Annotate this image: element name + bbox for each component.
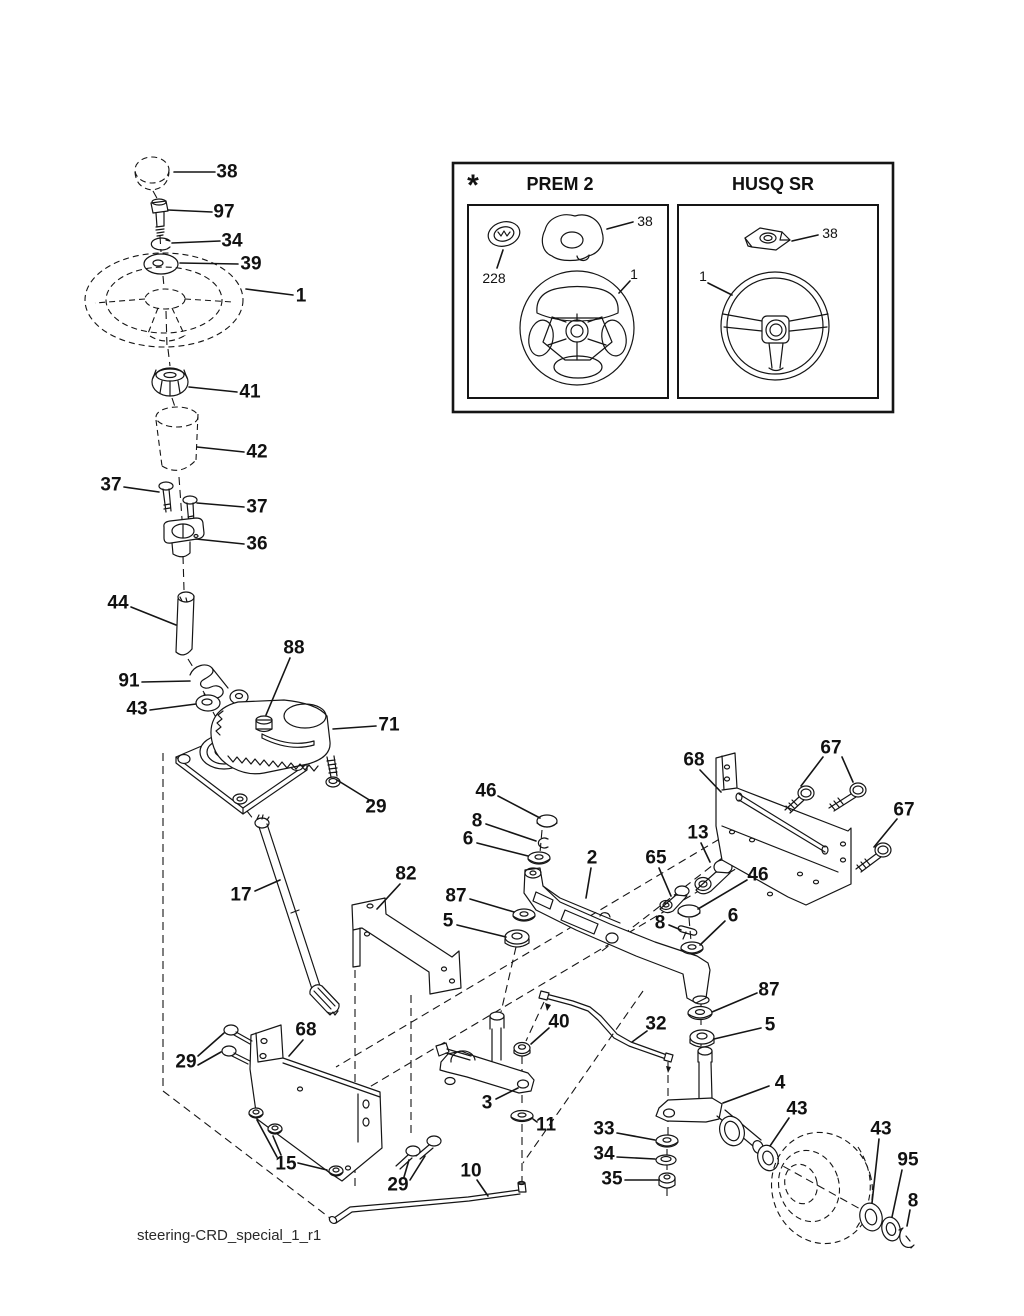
leader-line xyxy=(168,210,212,212)
callout-1 xyxy=(619,266,638,293)
part-number-label: 88 xyxy=(283,637,305,659)
callout-43 xyxy=(770,1099,808,1147)
part-number-label: 38 xyxy=(216,161,238,183)
leader-line xyxy=(607,222,633,229)
callout-38 xyxy=(792,225,838,241)
callout-34 xyxy=(593,1144,655,1165)
variant-box xyxy=(453,163,893,412)
part-number-label: 4 xyxy=(774,1072,786,1094)
leader-line xyxy=(801,757,823,786)
part-number-label: 43 xyxy=(870,1118,892,1140)
part-spacer-13 xyxy=(695,860,732,894)
leader-line xyxy=(470,899,514,912)
part-number-label: 38 xyxy=(822,225,838,241)
part-number-label: 87 xyxy=(445,885,467,907)
leader-line xyxy=(197,503,244,507)
leader-line xyxy=(498,796,540,818)
part-number-label: 29 xyxy=(365,796,387,818)
callout-5 xyxy=(443,911,506,938)
callout-41 xyxy=(189,382,261,403)
callout-4 xyxy=(723,1073,786,1104)
leader-line xyxy=(477,843,528,856)
callout-10 xyxy=(460,1161,488,1197)
leader-line xyxy=(142,681,190,682)
part-number-label: 37 xyxy=(100,474,122,496)
part-number-label: 35 xyxy=(601,1168,623,1190)
part-number-label: 1 xyxy=(295,285,307,307)
callout-67 xyxy=(801,738,853,787)
callout-36 xyxy=(196,534,268,555)
callout-6 xyxy=(700,906,738,946)
part-keycap-38 xyxy=(135,157,169,190)
part-number-label: 29 xyxy=(175,1051,197,1073)
leader-line xyxy=(723,1086,769,1103)
part-number-label: 65 xyxy=(645,847,667,869)
leader-line xyxy=(619,281,630,293)
part-number-label: 11 xyxy=(535,1114,557,1136)
callout-68 xyxy=(289,1020,317,1057)
leader-line xyxy=(659,868,671,896)
part-wheel-husqsr xyxy=(721,272,829,380)
part-number-label: 1 xyxy=(630,266,638,282)
leader-line xyxy=(196,539,244,544)
part-number-label: 17 xyxy=(230,884,252,906)
leader-line xyxy=(189,387,237,392)
part-number-label: 34 xyxy=(221,230,243,252)
part-number-label: 67 xyxy=(820,737,842,759)
callout-29 xyxy=(387,1156,425,1196)
part-number-label: 34 xyxy=(593,1143,615,1165)
callout-6 xyxy=(463,829,528,857)
leader-line xyxy=(714,1028,761,1039)
part-number-label: 46 xyxy=(747,864,769,886)
callout-33 xyxy=(593,1119,655,1141)
leader-line xyxy=(197,447,244,452)
leader-line xyxy=(410,1156,425,1180)
part-number-label: 44 xyxy=(107,592,129,614)
part-number-label: 5 xyxy=(442,910,454,932)
part-number-label: 95 xyxy=(897,1149,919,1171)
callout-38 xyxy=(174,162,238,183)
part-screw-29-left-b xyxy=(222,1046,250,1064)
part-number-label: 5 xyxy=(764,1014,776,1036)
callout-43 xyxy=(126,699,196,720)
callout-35 xyxy=(601,1169,658,1190)
part-number-label: 43 xyxy=(786,1098,808,1120)
leader-line xyxy=(497,250,503,268)
part-knob-nut-41 xyxy=(152,368,188,396)
part-number-label: 38 xyxy=(637,213,653,229)
part-bolt-67-b xyxy=(829,783,866,811)
part-number-label: 71 xyxy=(378,714,400,736)
leader-line xyxy=(708,283,732,295)
leader-line xyxy=(333,726,376,729)
leader-line xyxy=(872,1139,879,1203)
part-washer-33 xyxy=(656,1135,678,1147)
part-nut-35 xyxy=(659,1173,675,1188)
variant-title-prem2: PREM 2 xyxy=(526,174,594,194)
part-shaft-extension-44 xyxy=(176,592,194,655)
part-screw-37-left xyxy=(159,482,173,512)
leader-line xyxy=(770,1118,789,1146)
part-bushing-5-right xyxy=(690,1030,714,1047)
part-number-label: 3 xyxy=(481,1092,493,1114)
callout-37 xyxy=(197,497,268,518)
callout-3 xyxy=(482,1088,518,1114)
part-number-label: 33 xyxy=(593,1118,615,1140)
part-number-label: 42 xyxy=(246,441,268,463)
part-number-label: 6 xyxy=(727,905,739,927)
part-number-label: 10 xyxy=(460,1160,482,1182)
callout-2 xyxy=(586,848,597,899)
callout-8 xyxy=(472,811,536,842)
variant-panel-husqsr xyxy=(678,205,878,398)
part-number-label: 68 xyxy=(683,749,705,771)
callout-11 xyxy=(533,1115,556,1136)
part-steering-shaft-17 xyxy=(255,815,339,1015)
part-number-label: 2 xyxy=(586,847,598,869)
part-number-label: 15 xyxy=(275,1153,297,1175)
callout-68 xyxy=(683,750,721,793)
part-screw-29-bottom-a xyxy=(416,1136,441,1159)
leader-line xyxy=(531,1028,549,1044)
part-number-label: 46 xyxy=(475,780,497,802)
part-washer-6-left xyxy=(528,852,550,864)
asterisk-mark: * xyxy=(467,169,479,202)
callout-32 xyxy=(632,1014,667,1043)
part-clip-8-left xyxy=(538,838,548,848)
leader-line xyxy=(131,607,176,625)
callout-65 xyxy=(645,848,671,897)
part-nut-15-a xyxy=(249,1108,263,1118)
leader-line xyxy=(617,1157,655,1159)
part-number-label: 36 xyxy=(246,533,268,555)
leader-line xyxy=(907,1210,910,1226)
leader-line xyxy=(701,843,710,862)
part-rod-10 xyxy=(328,1182,526,1225)
callout-39 xyxy=(180,254,262,275)
callout-228 xyxy=(482,250,506,286)
callout-46 xyxy=(475,781,540,819)
part-bushing-5-left xyxy=(505,930,529,947)
part-cap-46-left xyxy=(537,815,557,827)
callout-67 xyxy=(874,800,915,848)
part-screw-29-top xyxy=(326,756,340,787)
part-bushing-36 xyxy=(164,518,204,557)
callout-82 xyxy=(377,864,417,910)
part-number-label: 43 xyxy=(126,698,148,720)
callout-29 xyxy=(175,1033,224,1073)
part-cap-38-husqsr xyxy=(745,228,790,250)
part-number-label: 29 xyxy=(387,1174,409,1196)
part-washer-87-left xyxy=(513,909,535,921)
part-washer-6-right xyxy=(681,942,703,954)
leader-line xyxy=(377,884,400,909)
leader-line xyxy=(712,993,757,1012)
leader-line xyxy=(289,1040,303,1056)
leader-line xyxy=(180,263,238,264)
part-number-label: 6 xyxy=(462,828,474,850)
callout-29 xyxy=(337,780,387,818)
part-number-label: 8 xyxy=(654,912,666,934)
part-number-label: 228 xyxy=(482,270,506,286)
callout-43 xyxy=(870,1119,891,1204)
leader-line xyxy=(124,487,159,492)
part-number-label: 8 xyxy=(907,1190,919,1212)
part-wheel-prem2 xyxy=(520,271,634,385)
part-washer-34-lower xyxy=(656,1155,676,1165)
part-bolt-67-a xyxy=(785,786,814,813)
leader-line xyxy=(792,235,818,241)
leader-line xyxy=(486,824,536,841)
callout-42 xyxy=(197,442,268,463)
leader-line xyxy=(255,880,280,891)
callout-38 xyxy=(607,213,653,229)
leader-line xyxy=(700,921,725,945)
part-screw-29-left-a xyxy=(224,1025,252,1044)
leader-line xyxy=(617,1133,655,1140)
leader-line xyxy=(842,757,853,782)
part-nut-15-c xyxy=(329,1166,343,1176)
part-nut-15-b xyxy=(268,1124,282,1134)
part-bolt-97 xyxy=(151,199,168,236)
part-number-label: 1 xyxy=(699,268,707,284)
callout-71 xyxy=(333,715,400,736)
callout-1 xyxy=(246,286,307,307)
callout-17 xyxy=(230,880,280,906)
callout-87 xyxy=(445,886,514,913)
part-number-label: 8 xyxy=(471,810,483,832)
part-bracket-68-left xyxy=(250,1025,382,1181)
part-cap-38-prem2 xyxy=(542,215,603,261)
part-washer-11 xyxy=(511,1111,533,1122)
part-number-label: 40 xyxy=(548,1011,570,1033)
leader-line xyxy=(892,1170,902,1217)
callout-5 xyxy=(714,1015,776,1040)
callout-91 xyxy=(118,671,190,692)
part-number-label: 97 xyxy=(213,201,235,223)
part-number-label: 82 xyxy=(395,863,417,885)
callout-97 xyxy=(168,202,235,223)
callout-34 xyxy=(172,231,243,252)
part-washer-43-right xyxy=(857,1201,885,1234)
part-number-label: 87 xyxy=(758,979,780,1001)
leader-line xyxy=(246,289,293,295)
part-number-label: 68 xyxy=(295,1019,317,1041)
part-number-label: 32 xyxy=(645,1013,667,1035)
part-number-label: 41 xyxy=(239,381,261,403)
leader-line xyxy=(172,241,220,243)
part-number-label: 67 xyxy=(893,799,915,821)
part-sleeve-42 xyxy=(156,407,198,470)
part-clip-8-right xyxy=(678,926,697,939)
leader-line xyxy=(457,925,506,937)
part-number-label: 37 xyxy=(246,496,268,518)
variant-panel-prem2 xyxy=(468,205,668,398)
leader-line xyxy=(477,1180,488,1196)
part-number-label: 39 xyxy=(240,253,262,275)
part-washer-87-right xyxy=(688,1007,712,1020)
part-washer-39 xyxy=(144,254,178,274)
figure-caption: steering-CRD_special_1_r1 xyxy=(137,1227,322,1244)
part-nut-40 xyxy=(514,1043,530,1057)
part-number-label: 13 xyxy=(687,822,709,844)
variant-title-husqsr: HUSQ SR xyxy=(731,174,815,194)
callout-8 xyxy=(655,913,681,934)
leader-line xyxy=(150,704,196,710)
callout-8 xyxy=(907,1191,918,1227)
part-washer-43-upper xyxy=(196,695,220,711)
part-cap-46-right xyxy=(678,905,700,917)
part-number-label: 91 xyxy=(118,670,140,692)
part-clip-8-bottom xyxy=(899,1228,914,1248)
leader-line xyxy=(586,868,591,898)
part-bracket-68-right xyxy=(716,753,851,905)
part-clip-91 xyxy=(190,665,228,698)
callout-1 xyxy=(699,268,732,295)
part-emblem-228 xyxy=(485,218,522,249)
callout-87 xyxy=(712,980,780,1013)
callout-37 xyxy=(100,475,159,496)
callout-44 xyxy=(107,593,176,626)
